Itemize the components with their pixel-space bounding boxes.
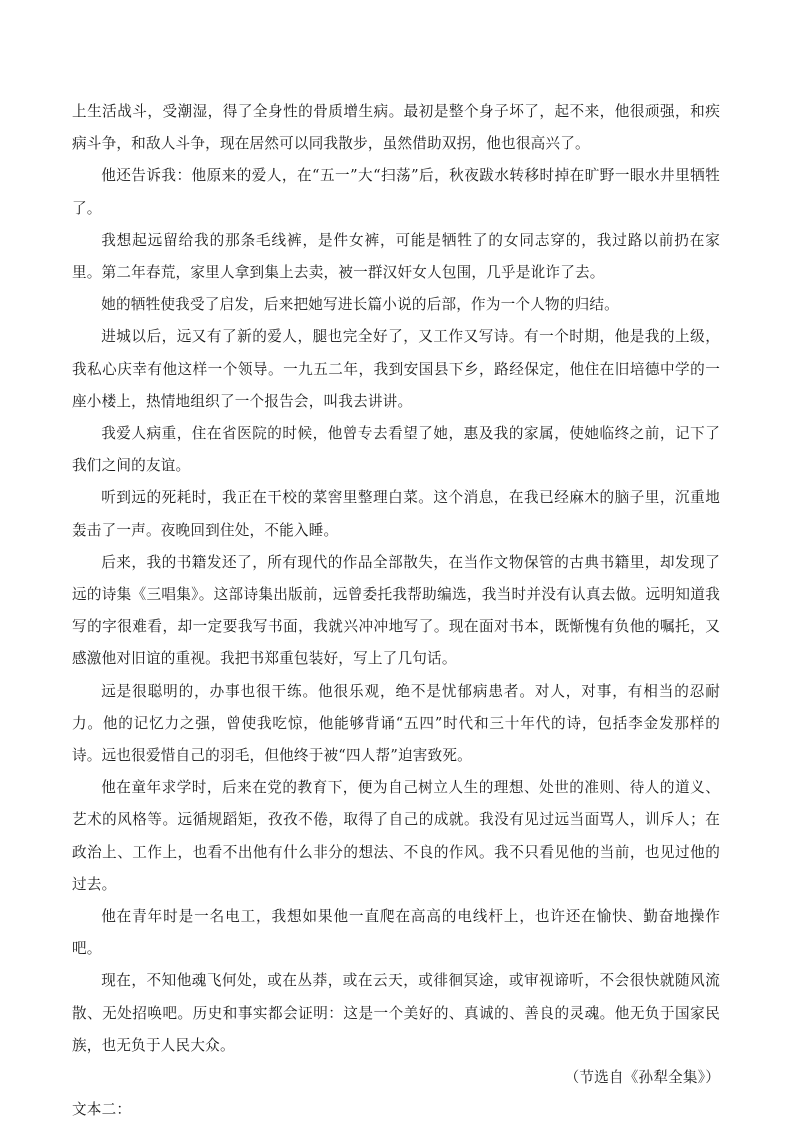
- paragraph-12: 现在，不知他魂飞何处，或在丛莽，或在云天，或徘徊冥途，或审视谛听，不会很快就随风流散、无处招唤吧。历史和事实都会证明：这是一个美好的、真诚的、善良的灵魂。他无负于国家民族，也无负于人民大众。: [72, 972, 720, 1054]
- source-citation: （节选自《孙犁全集》）: [564, 1069, 720, 1087]
- paragraph-7: 听到远的死耗时，我正在干校的菜窖里整理白菜。这个消息，在我已经麻木的脑子里，沉重地轰击了一声。夜晚回到住处，不能入睡。: [72, 489, 720, 539]
- paragraph-9: 远是很聪明的，办事也很干练。他很乐观，绝不是忧郁病患者。对人，对事，有相当的忍耐力。他的记忆力之强，曾使我吃惊，他能够背诵“五四”时代和三十年代的诗，包括李金发那样的诗。远也很爱惜自己的羽毛，但他终于被“四人帮”迫害致死。: [72, 682, 720, 765]
- section-label-text-two: 文本二：: [72, 1101, 132, 1119]
- paragraph-11: 他在青年时是一名电工，我想如果他一直爬在高高的电线杆上，也许还在愉快、勤奋地操作吧。: [72, 908, 720, 958]
- document-page: [72, 96, 720, 1127]
- paragraph-4: 她的牺牲使我受了启发，后来把她写进长篇小说的后部，作为一个人物的归结。: [101, 296, 619, 314]
- paragraph-8: 后来，我的书籍发还了，所有现代的作品全部散失，在当作文物保管的古典书籍里，却发现了远的诗集《三唱集》。这部诗集出版前，远曾委托我帮助编选，我当时并没有认真去做。远明知道我写的字很难看，却一定要我写书面，我就兴冲冲地写了。现在面对书本，既惭愧有负他的嘱托，又感激他对旧谊的重视。我把书郑重包装好，写上了几句话。: [72, 553, 720, 668]
- paragraph-2: 他还告诉我：他原来的爱人，在“五一”大“扫荡”后，秋夜跋水转移时掉在旷野一眼水井里牺牲了。: [72, 167, 720, 217]
- paragraph-10: 他在童年求学时，后来在党的教育下，便为自己树立人生的理想、处世的准则、待人的道义、艺术的风格等。远循规蹈矩，孜孜不倦，取得了自己的成就。我没有见过远当面骂人，训斥人；在政治上、工作上，也看不出他有什么非分的想法、不良的作风。我不只看见他的当前，也见过他的过去。: [72, 779, 720, 893]
- paragraph-3: 我想起远留给我的那条毛线裤，是件女裤，可能是牺牲了的女同志穿的，我过路以前扔在家里。第二年春荒，家里人拿到集上去卖，被一群汉奸女人包围，几乎是讹诈了去。: [72, 231, 720, 282]
- paragraph-6: 我爱人病重，住在省医院的时候，他曾专去看望了她，惠及我的家属，使她临终之前，记下了我们之间的友谊。: [72, 425, 720, 475]
- paragraph-5: 进城以后，远又有了新的爱人，腿也完全好了，又工作又写诗。有一个时期，他是我的上级，我私心庆幸有他这样一个领导。一九五二年，我到安国县下乡，路经保定，他住在旧培德中学的一座小楼上，热情地组织了一个报告会，叫我去讲讲。: [72, 328, 720, 410]
- paragraph-1: 上生活战斗，受潮湿，得了全身性的骨质增生病。最初是整个身子坏了，起不来，他很顽强，和疾病斗争，和敌人斗争，现在居然可以同我散步，虽然借助双拐，他也很高兴了。: [72, 103, 720, 153]
